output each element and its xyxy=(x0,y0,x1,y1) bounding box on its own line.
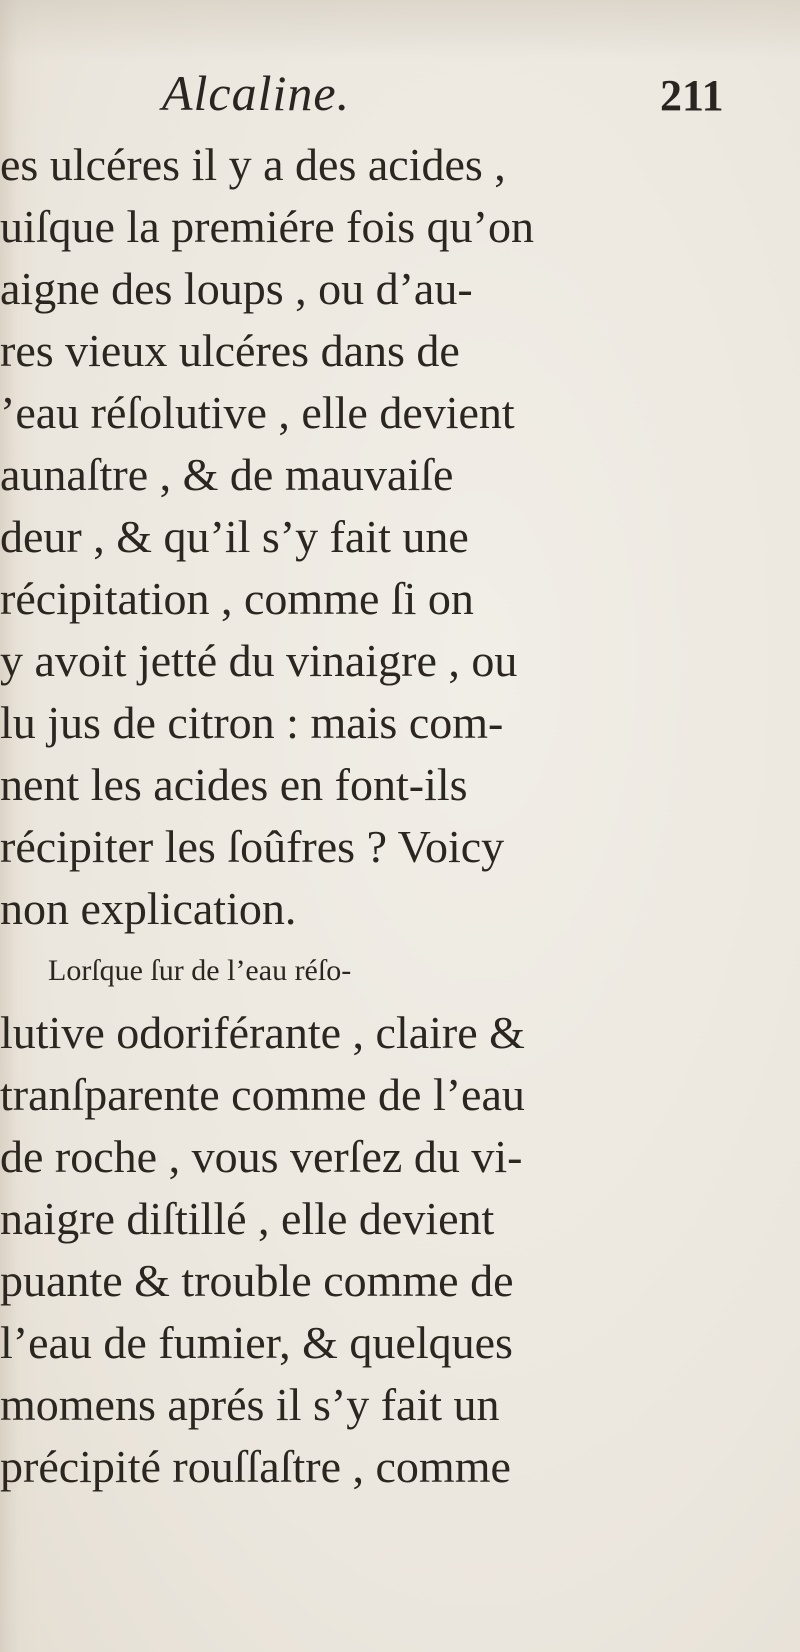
text-line: non explication. xyxy=(0,883,297,934)
text-line: lutive odoriférante , claire & xyxy=(0,1007,525,1058)
text-line: récipitation , comme ſi on xyxy=(0,573,474,624)
page-header xyxy=(0,64,800,134)
text-line: uiſque la premiére fois qu’on xyxy=(0,201,534,252)
text-line: précipité rouſſaſtre , comme xyxy=(0,1441,511,1492)
text-line: récipiter les ſoûfres ? Voicy xyxy=(0,821,505,872)
text-line: aigne des loups , ou d’au- xyxy=(0,263,473,314)
text-line: puante & trouble comme de xyxy=(0,1255,514,1306)
text-line: aunaſtre , & de mauvaiſe xyxy=(0,449,454,500)
text-line: y avoit jetté du vinaigre , ou xyxy=(0,635,518,686)
paragraph-start-line: Lorſque ſur de l’eau réſo- xyxy=(48,954,352,987)
text-line: momens aprés il s’y fait un xyxy=(0,1379,500,1430)
page-number: 211 xyxy=(660,71,724,120)
text-line: deur , & qu’il s’y fait une xyxy=(0,511,469,562)
text-line: l’eau de fumier, & quelques xyxy=(0,1317,513,1368)
text-line: ’eau réſolutive , elle devient xyxy=(0,387,515,438)
text-line: de roche , vous verſez du vi- xyxy=(0,1131,523,1182)
page-edge-shadow xyxy=(0,0,800,60)
text-line: res vieux ulcéres dans de xyxy=(0,325,460,376)
text-line: naigre diſtillé , elle devient xyxy=(0,1193,495,1244)
text-line: lu jus de citron : mais com- xyxy=(0,697,504,748)
text-line: es ulcéres il y a des acides , xyxy=(0,139,506,190)
text-line: nent les acides en font-ils xyxy=(0,759,468,810)
running-title: Alcaline. xyxy=(162,65,351,121)
text-line: tranſparente comme de l’eau xyxy=(0,1069,525,1120)
